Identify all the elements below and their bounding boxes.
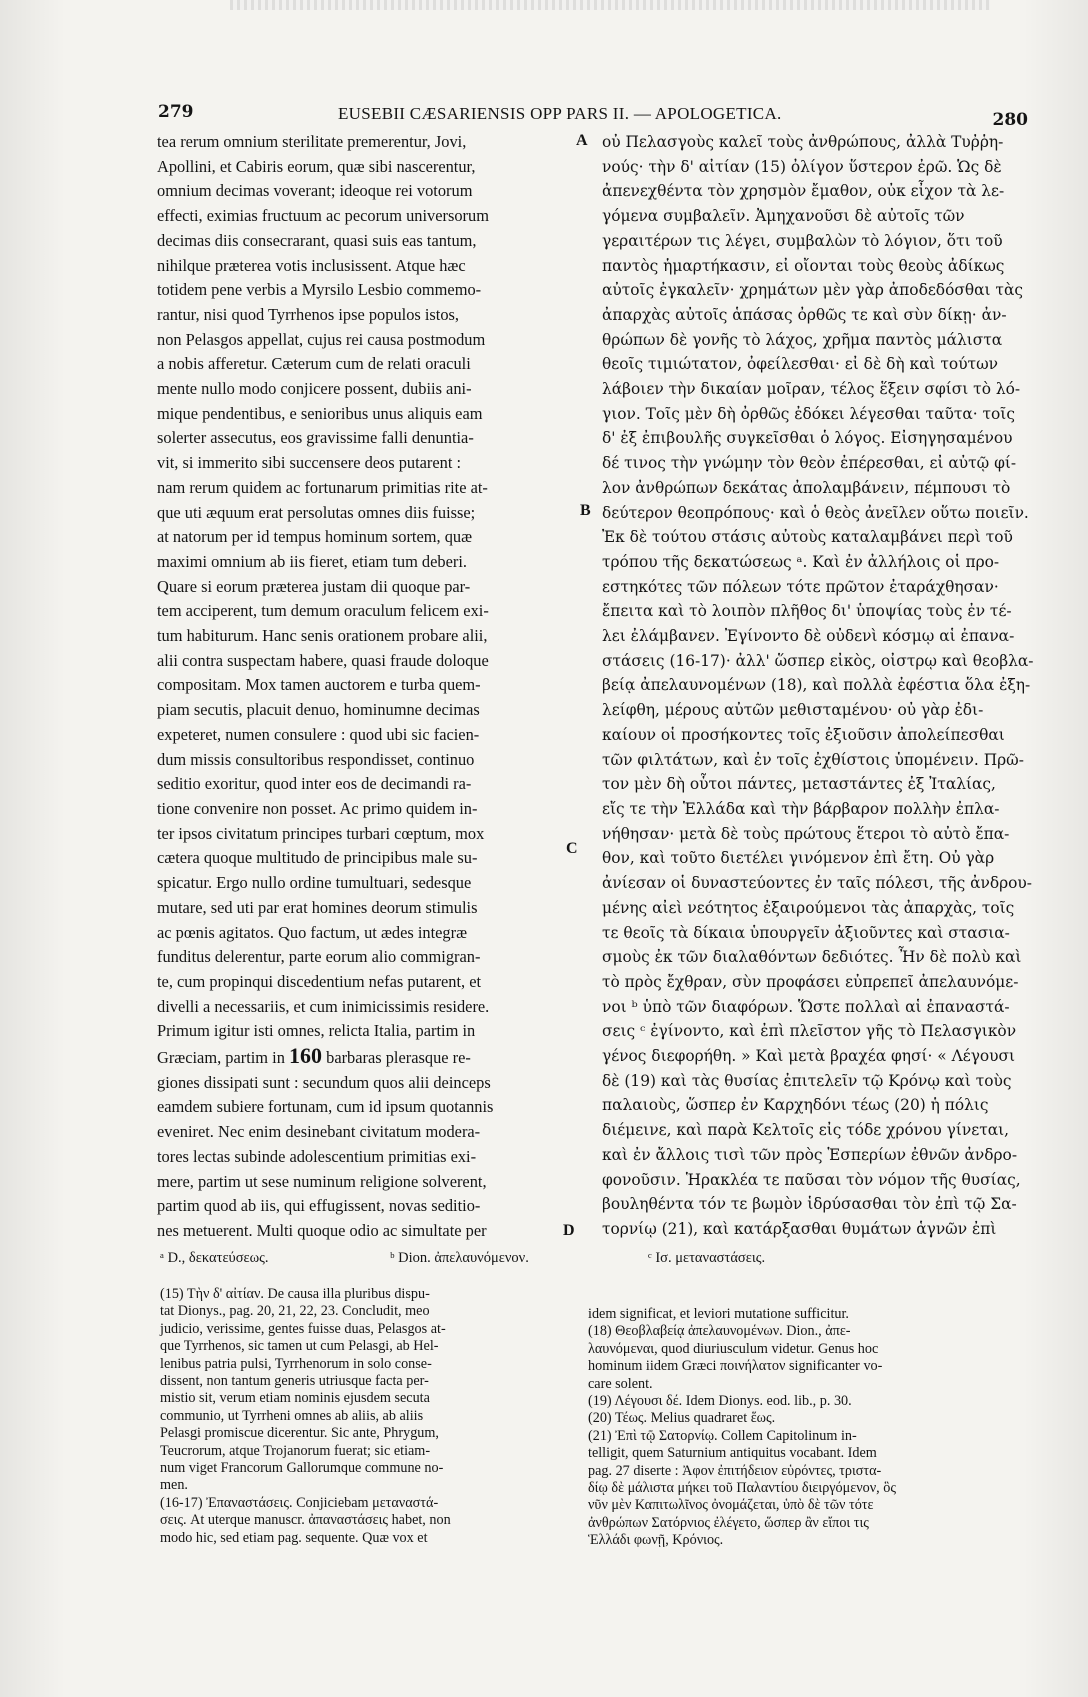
footnote-line: (19) Λέγουσι δέ. Idem Dionys. eod. lib., p. 30. bbox=[588, 1393, 852, 1410]
footnote-line: λαυνόμεναι, quod diuriusculum videtur. Genus hoc bbox=[588, 1340, 879, 1357]
greek-text-line: τρόπου τῆς δεκατώσεως ᵃ. Καὶ ἐν ἀλλήλοις οἱ προ- bbox=[602, 552, 1000, 571]
latin-text-line: giones dissipati sunt : secundum quos alii deinceps bbox=[157, 1072, 491, 1092]
latin-text-line: compositam. Mox tamen auctorem e turba quem- bbox=[157, 675, 481, 695]
greek-text-line: τε θεοῖς τὰ δίκαια ὑπουργεῖν ἀξιοῦντες καὶ στασια- bbox=[602, 923, 1010, 942]
latin-text-line: divelli a necessariis, et cum inimicissimis residere. bbox=[157, 996, 490, 1016]
latin-text-line: effecti, eximias fructuum ac pecorum universorum bbox=[157, 206, 489, 226]
greek-text-line: τῶν φιλτάτων, καὶ ἐν τοῖς ἐχθίστοις ὑπομένειν. Πρῶ- bbox=[602, 750, 1024, 769]
greek-text-line: θον, καὶ τοῦτο διετέλει γινόμενον ἐπὶ ἔτη. Οὐ γὰρ bbox=[602, 849, 995, 868]
footnote-line: pag. 27 diserte : Ἀφον ἐπιτήδειον εὑρόντες, τριστα- bbox=[588, 1462, 882, 1479]
footnote-line: (16-17) Ἐπαναστάσεις. Conjiciebam μεταναστά- bbox=[160, 1494, 439, 1511]
running-header bbox=[158, 98, 1028, 132]
running-title: EUSEBII CÆSARIENSIS OPP PARS II. — APOLOGETICA. bbox=[338, 104, 782, 123]
greek-text-line: γεραιτέρων τις λέγει, συμβαλὼν τὸ λόγιον, ὅτι τοῦ bbox=[602, 231, 1003, 250]
footnote-line: que Tyrrhenos, sic tamen ut cum Pelasgi, ab Hel- bbox=[160, 1338, 439, 1355]
greek-text-line: φονοῦσιν. Ἡρακλέα τε παῦσαι τὸν νόμον τῆς θυσίας, bbox=[602, 1170, 1021, 1189]
latin-text-line: nes metuerent. Multi quoque odio ac simultate per bbox=[157, 1220, 487, 1240]
latin-text-line: rantur, nisi quod Tyrrhenos ipse populos istos, bbox=[157, 304, 460, 324]
scan-edge-noise bbox=[230, 0, 990, 10]
greek-text-line: δ' ἐξ ἐπιβουλῆς συγκεῖσθαι ὁ λόγος. Εἰσηγησαμένου bbox=[602, 429, 1013, 448]
latin-text-line: at natorum per id tempus hominum sortem, quæ bbox=[157, 527, 473, 547]
greek-text-line: βουληθέντα τόν τε βωμὸν ἱδρύσασθαι τὸν ἐπὶ τῷ Σα- bbox=[602, 1195, 1017, 1214]
footnote-line: hominum iidem Græci ποινήλατον significanter vo- bbox=[588, 1358, 883, 1375]
latin-text-line: expeteret, numen consulere : quod ubi sic facien- bbox=[157, 724, 480, 744]
greek-text-line: Ἐκ δὲ τούτου στάσις αὐτοὺς καταλαμβάνει περὶ τοῦ bbox=[602, 528, 1013, 547]
greek-text-line: λει ἐλάμβανεν. Ἐγίνοντο δὲ οὐδενὶ κόσμῳ αἱ ἐπανα- bbox=[602, 627, 1015, 646]
latin-text-line: maximi omnium ab iis fieret, etiam tum deberi. bbox=[157, 551, 467, 571]
greek-text-line: στάσεις (16-17)· ἀλλ' ὥσπερ εἰκὸς, οἰστρῳ καὶ θεοβλα- bbox=[602, 651, 1034, 670]
greek-text-line: νοι ᵇ ὑπὸ τῶν διαφόρων. Ὥστε πολλαὶ αἱ ἐπαναστά- bbox=[602, 997, 1010, 1016]
greek-text-line: ἀπαρχὰς αὐτοῖς ἁπάσας ὀρθῶς τε καὶ σὺν δίκῃ· ἀν- bbox=[602, 305, 1007, 324]
latin-text-line: alii contra suspectam habere, quasi fraude doloque bbox=[157, 650, 489, 670]
greek-text-line: ἔπειτα καὶ τὸ λοιπὸν πλῆθος δι' ὑποψίας τοὺς ἐν τέ- bbox=[602, 602, 1012, 621]
greek-text-line: λάβοιεν τὴν δικαίαν μοῖραν, τέλος ἕξειν σφίσι τὸ λό- bbox=[602, 380, 1021, 399]
latin-text-line: te, cum propinqui discedentium nefas putarent, et bbox=[157, 971, 482, 991]
page-number-left: 279 bbox=[158, 102, 194, 122]
latin-text-line: a nobis afferetur. Cæterum cum de relati oraculi bbox=[157, 354, 471, 374]
footnote-line: Ἑλλάδι φωνῇ, Κρόνιος. bbox=[588, 1532, 724, 1549]
footnote-line: modo hic, sed etiam pag. sequente. Quæ vox et bbox=[160, 1529, 428, 1546]
latin-text-line: dum missis consultoribus respondisset, continuo bbox=[157, 749, 475, 769]
footnote-line: men. bbox=[160, 1477, 188, 1494]
latin-text-line: non Pelasgos appellat, cujus rei causa postmodum bbox=[157, 329, 486, 349]
latin-text-line: partim quod ab iis, qui effugissent, novas seditio- bbox=[157, 1196, 481, 1216]
latin-text-line: nam rerum quidem ac fortunarum primitias rite at- bbox=[157, 477, 488, 497]
greek-text-line: γένος διεφορήθη. » Καὶ μετὰ βραχέα φησί· « Λέγουσι bbox=[602, 1047, 1016, 1066]
latin-text-line: Quare si eorum præterea justam dii quoque par- bbox=[157, 576, 471, 596]
greek-text-line: εἴς τε τὴν Ἑλλάδα καὶ τὴν βάρβαρον πολλὴν ἐπλα- bbox=[602, 799, 1000, 818]
footnote-line: dissent, non tantum generis utriusque facta per- bbox=[160, 1373, 429, 1390]
latin-text-line: solerter assecutus, eos gravissime falli denuntia- bbox=[157, 428, 474, 448]
latin-text-line: mutare, sed uti par erat homines deorum stimulis bbox=[157, 897, 478, 917]
latin-text-line: cætera quoque multitudo de principibus male su- bbox=[157, 848, 478, 868]
footnote-line: tat Dionys., pag. 20, 21, 22, 23. Concludit, meo bbox=[160, 1303, 430, 1320]
variant-note-a: ᵃ D., δεκατεύσεως. bbox=[160, 1250, 269, 1266]
latin-text-line: eveniret. Nec enim desinebant civitatum modera- bbox=[157, 1122, 481, 1142]
latin-text-line: Apollini, et Cabiris eorum, quæ sibi nascerentur, bbox=[157, 156, 476, 176]
latin-text-line: tione convenire non posset. Ac primo quidem in- bbox=[157, 798, 478, 818]
inline-text: Græciam, partim in bbox=[157, 1048, 285, 1068]
greek-text-line: θρώπων δὲ γονῆς τὸ λάχος, χρῆμα παντὸς μάλιστα bbox=[602, 330, 1003, 349]
latin-text-line: seditio exoritur, quod inter eos de decimandi ra- bbox=[157, 774, 472, 794]
inline-text: barbaras plerasque re- bbox=[322, 1048, 471, 1068]
variant-note-c: ᶜ Ισ. μεταναστάσεις. bbox=[648, 1250, 766, 1266]
greek-text-line: ἀνίεσαν οἱ δυναστεύοντες ἐν ταῖς πόλεσι, τῆς ἀνδρου- bbox=[602, 874, 1032, 893]
footnote-line: idem significat, et leviori mutatione sufficitur. bbox=[588, 1306, 849, 1322]
margin-marker-d: D bbox=[563, 1222, 575, 1239]
footnote-line: telligit, quem Saturnium antiquitus vocabant. Idem bbox=[588, 1445, 877, 1462]
footnote-line: Teucrorum, atque Trojanorum fuerat; sic etiam- bbox=[160, 1442, 431, 1459]
greek-text-line: νούς· τὴν δ' αἰτίαν (15) ὀλίγον ὕστερον ἐρῶ. Ὡς δὲ bbox=[602, 157, 1002, 176]
footnote-line: (20) Τέως. Melius quadraret ἕως. bbox=[588, 1410, 776, 1427]
footnote-line: num viget Francorum Gallorumque commune no- bbox=[160, 1460, 444, 1477]
margin-marker-a: A bbox=[576, 132, 588, 149]
latin-text-line: nihilque præterea votis inclusissent. Atque hæc bbox=[157, 255, 466, 275]
greek-text-line: αὐτοῖς ἐγκαλεῖν· χρημάτων μὲν γὰρ ἀποδεδόσθαι τὰς bbox=[602, 281, 1023, 300]
latin-text-line: spicatur. Ergo nullo ordine tumultuari, sedesque bbox=[157, 873, 472, 893]
greek-text-line: τον μὲν δὴ οὗτοι πάντες, μεταστάντες ἐξ Ἰταλίας, bbox=[602, 775, 996, 794]
greek-text-line: δεύτερον θεοπρόπους· καὶ ὁ θεὸς ἀνεῖλεν οὕτω ποιεῖν. bbox=[602, 503, 1029, 522]
latin-text-line: mente nullo modo conjicere possent, dubiis ani- bbox=[157, 379, 472, 399]
greek-text-line: ἀπενεχθέντα τὸν χρησμὸν ἔμαθον, οὐκ εἶχον τὰ λε- bbox=[602, 182, 1005, 201]
footnote-line: care solent. bbox=[588, 1375, 653, 1392]
latin-text-line: totidem pene verbis a Myrsilo Lesbio commemo- bbox=[157, 280, 482, 300]
footnote-line: (15) Τὴν δ' αἰτίαν. De causa illa pluribus dispu- bbox=[160, 1286, 430, 1302]
latin-text-line: tea rerum omnium sterilitate premerentur, Jovi, bbox=[157, 132, 467, 151]
variant-note-b: ᵇ Dion. ἀπελαυνόμενον. bbox=[390, 1250, 529, 1266]
footnote-line: νῦν μὲν Καπιτωλῖνος ὀνομάζεται, ὑπὸ δὲ τῶν τότε bbox=[588, 1497, 874, 1514]
footnote-line: ἀνθρώπων Σατόρνιος ἐλέγετο, ὥσπερ ἂν εἴποι τις bbox=[588, 1514, 869, 1531]
footnote-line: judicio, verissime, gentes fuisse duas, Pelasgos at- bbox=[160, 1320, 446, 1337]
greek-text-line: γιον. Τοῖς μὲν δὴ ὀρθῶς ἐδόκει λέγεσθαι ταῦτα· τοῖς bbox=[602, 404, 1015, 423]
latin-text-line: Primum igitur isti omnes, relicta Italia, partim in bbox=[157, 1021, 476, 1041]
latin-text-line: mere, partim ut sese numinum religione solverent, bbox=[157, 1171, 487, 1191]
greek-text-line: παλαιοὺς, ὥσπερ ἐν Καρχηδόνι τέως (20) ἡ πόλις bbox=[602, 1096, 989, 1115]
margin-marker-c: C bbox=[566, 840, 578, 857]
latin-text-line: tum habiturum. Hanc senis orationem probare alii, bbox=[157, 626, 488, 646]
margin-marker-b: B bbox=[580, 502, 591, 519]
greek-text-line: παντὸς ἡμαρτήκασιν, εἰ οἴονται τοὺς θεοὺς ἀδίκως bbox=[602, 256, 1005, 275]
greek-text-line: διέμεινε, καὶ παρὰ Κελτοῖς εἰς τόδε χρόνου γίνεται, bbox=[602, 1121, 1010, 1140]
greek-text-line: τορνίῳ (21), καὶ κατάρξασθαι θυμάτων ἁγνῶν ἐπὶ bbox=[602, 1219, 997, 1238]
footnote-line: Pelasgi promiscue dicerentur. Sic ante, Phrygum, bbox=[160, 1425, 439, 1442]
greek-text-line: λον ἀνθρώπων δεκάτας ἀπολαμβάνειν, πέμπουσι τὸ bbox=[602, 478, 1011, 497]
greek-text-line: καίουν οἱ προσήκοντες τοῖς ἐξιοῦσιν ἀπολείπεσθαι bbox=[602, 725, 1005, 744]
footnote-line: σεις. At uterque manuscr. ἀπαναστάσεις habet, non bbox=[160, 1512, 451, 1529]
greek-text-line: σμοὺς ἐκ τῶν διαλαθόντων δεδιότες. Ἦν δὲ πολὺ καὶ bbox=[602, 948, 1022, 967]
greek-text-line: δὲ (19) καὶ τὰς θυσίας ἐπιτελεῖν τῷ Κρόνῳ καὶ τοὺς bbox=[602, 1071, 1012, 1090]
greek-text-line: βείᾳ ἀπελαυνομένων (18), καὶ πολλὰ ἐφέστια ὅλα ἐξη- bbox=[602, 676, 1031, 695]
greek-text-line: τὸ πρὸς ἔχθραν, σὺν προφάσει εὐπρεπεῖ ἀπελαυνόμε- bbox=[602, 972, 1019, 991]
greek-text-line: μένης αἰεὶ νεότητος ἐξαιρούμενοι τὰς ἀπαρχὰς, τοῖς bbox=[602, 898, 1015, 917]
greek-text-line: οὐ Πελασγοὺς καλεῖ τοὺς ἀνθρώπους, ἀλλὰ Τυῤῥη- bbox=[602, 133, 1004, 151]
footnote-line: (21) Ἐπὶ τῷ Σατορνίῳ. Collem Capitolinum in- bbox=[588, 1427, 857, 1444]
footnote-line: communio, ut Tyrrheni omnes ab aliis, ab aliis bbox=[160, 1407, 424, 1424]
footnotes-left-column bbox=[160, 1286, 560, 1547]
latin-text-line: tores lectas subinde adolescentium primitias exi- bbox=[157, 1146, 477, 1166]
latin-text-line: omnium decimas voverant; ideoque rei votorum bbox=[157, 181, 473, 201]
greek-text-line: σεις ᶜ ἐγίνοντο, καὶ ἐπὶ πλεῖστον γῆς τὸ Πελασγικὸν bbox=[602, 1022, 1017, 1041]
latin-text-line: funditus delerentur, parte eorum alio commigran- bbox=[157, 947, 481, 967]
page-number-right: 280 bbox=[992, 110, 1028, 130]
latin-text-line: mique pendentibus, e senioribus unus aliquis eam bbox=[157, 403, 483, 423]
greek-text-line: εστηκότες τῶν πόλεων τότε πρῶτον ἐταράχθησαν· bbox=[602, 577, 999, 596]
latin-text-line: tem acciperent, tum demum oraculum felicem exi- bbox=[157, 601, 489, 621]
latin-text-line: ac pœnis agitatos. Quo factum, ut ædes integræ bbox=[157, 922, 467, 942]
latin-text-line: vit, si immerito sibi succensere deos putarent : bbox=[157, 453, 462, 473]
footnotes-right-column bbox=[588, 1306, 1003, 1550]
latin-text-line: eamdem subiere fortunam, cum id ipsum quotannis bbox=[157, 1097, 494, 1117]
greek-text-line: γόμενα συμβαλεῖν. Ἀμηχανοῦσι δὲ αὐτοῖς τῶν bbox=[602, 207, 965, 226]
latin-text-line: piam secutis, placuit denuo, hominumne decimas bbox=[157, 700, 480, 720]
footnote-line: lenibus patria pulsi, Tyrrhenorum in solo conse- bbox=[160, 1355, 432, 1372]
greek-text-line: νήθησαν· μετὰ δὲ τοὺς πρώτους ἕτεροι τὸ αὐτὸ ἔπα- bbox=[602, 824, 1010, 843]
latin-text-line bbox=[157, 1044, 572, 1071]
latin-text-line: decimas diis consecrarant, quasi suis eas tantum, bbox=[157, 230, 477, 250]
greek-text-line: δέ τινος τὴν γνώμην τὸν θεὸν ἐπέρεσθαι, εἰ αὐτῷ φί- bbox=[602, 454, 1017, 473]
latin-text-line: que uti æquum erat persolutas omnes diis fuisse; bbox=[157, 502, 476, 522]
greek-text-column bbox=[602, 130, 1034, 1242]
column-number-marker: 160 bbox=[289, 1043, 323, 1069]
footnote-line: mistio sit, verum etiam nominis ejusdem secuta bbox=[160, 1390, 430, 1407]
greek-text-line: λείφθη, μέρους αὐτῶν μεθισταμένου· οὐ γὰρ ἐδι- bbox=[602, 701, 984, 720]
footnote-line: (18) Θεοβλαβείᾳ ἀπελαυνομένων. Dion., ἀπε- bbox=[588, 1323, 851, 1340]
footnote-line: δίῳ δὲ μάλιστα μήκει τοῦ Παλαντίου διειργόμενον, ὃς bbox=[588, 1480, 896, 1497]
latin-text-column bbox=[157, 130, 572, 1244]
latin-text-line: ter ipsos civitatum principes turbari cœptum, mox bbox=[157, 823, 485, 843]
greek-text-line: θεοῖς τιμιώτατον, ὀφείλεσθαι· εἰ δὲ δὴ καὶ τούτων bbox=[602, 355, 998, 374]
greek-text-line: καὶ ἐν ἄλλοις τισὶ τῶν πρὸς Ἑσπερίων ἐθνῶν ἀνδρο- bbox=[602, 1145, 1018, 1164]
